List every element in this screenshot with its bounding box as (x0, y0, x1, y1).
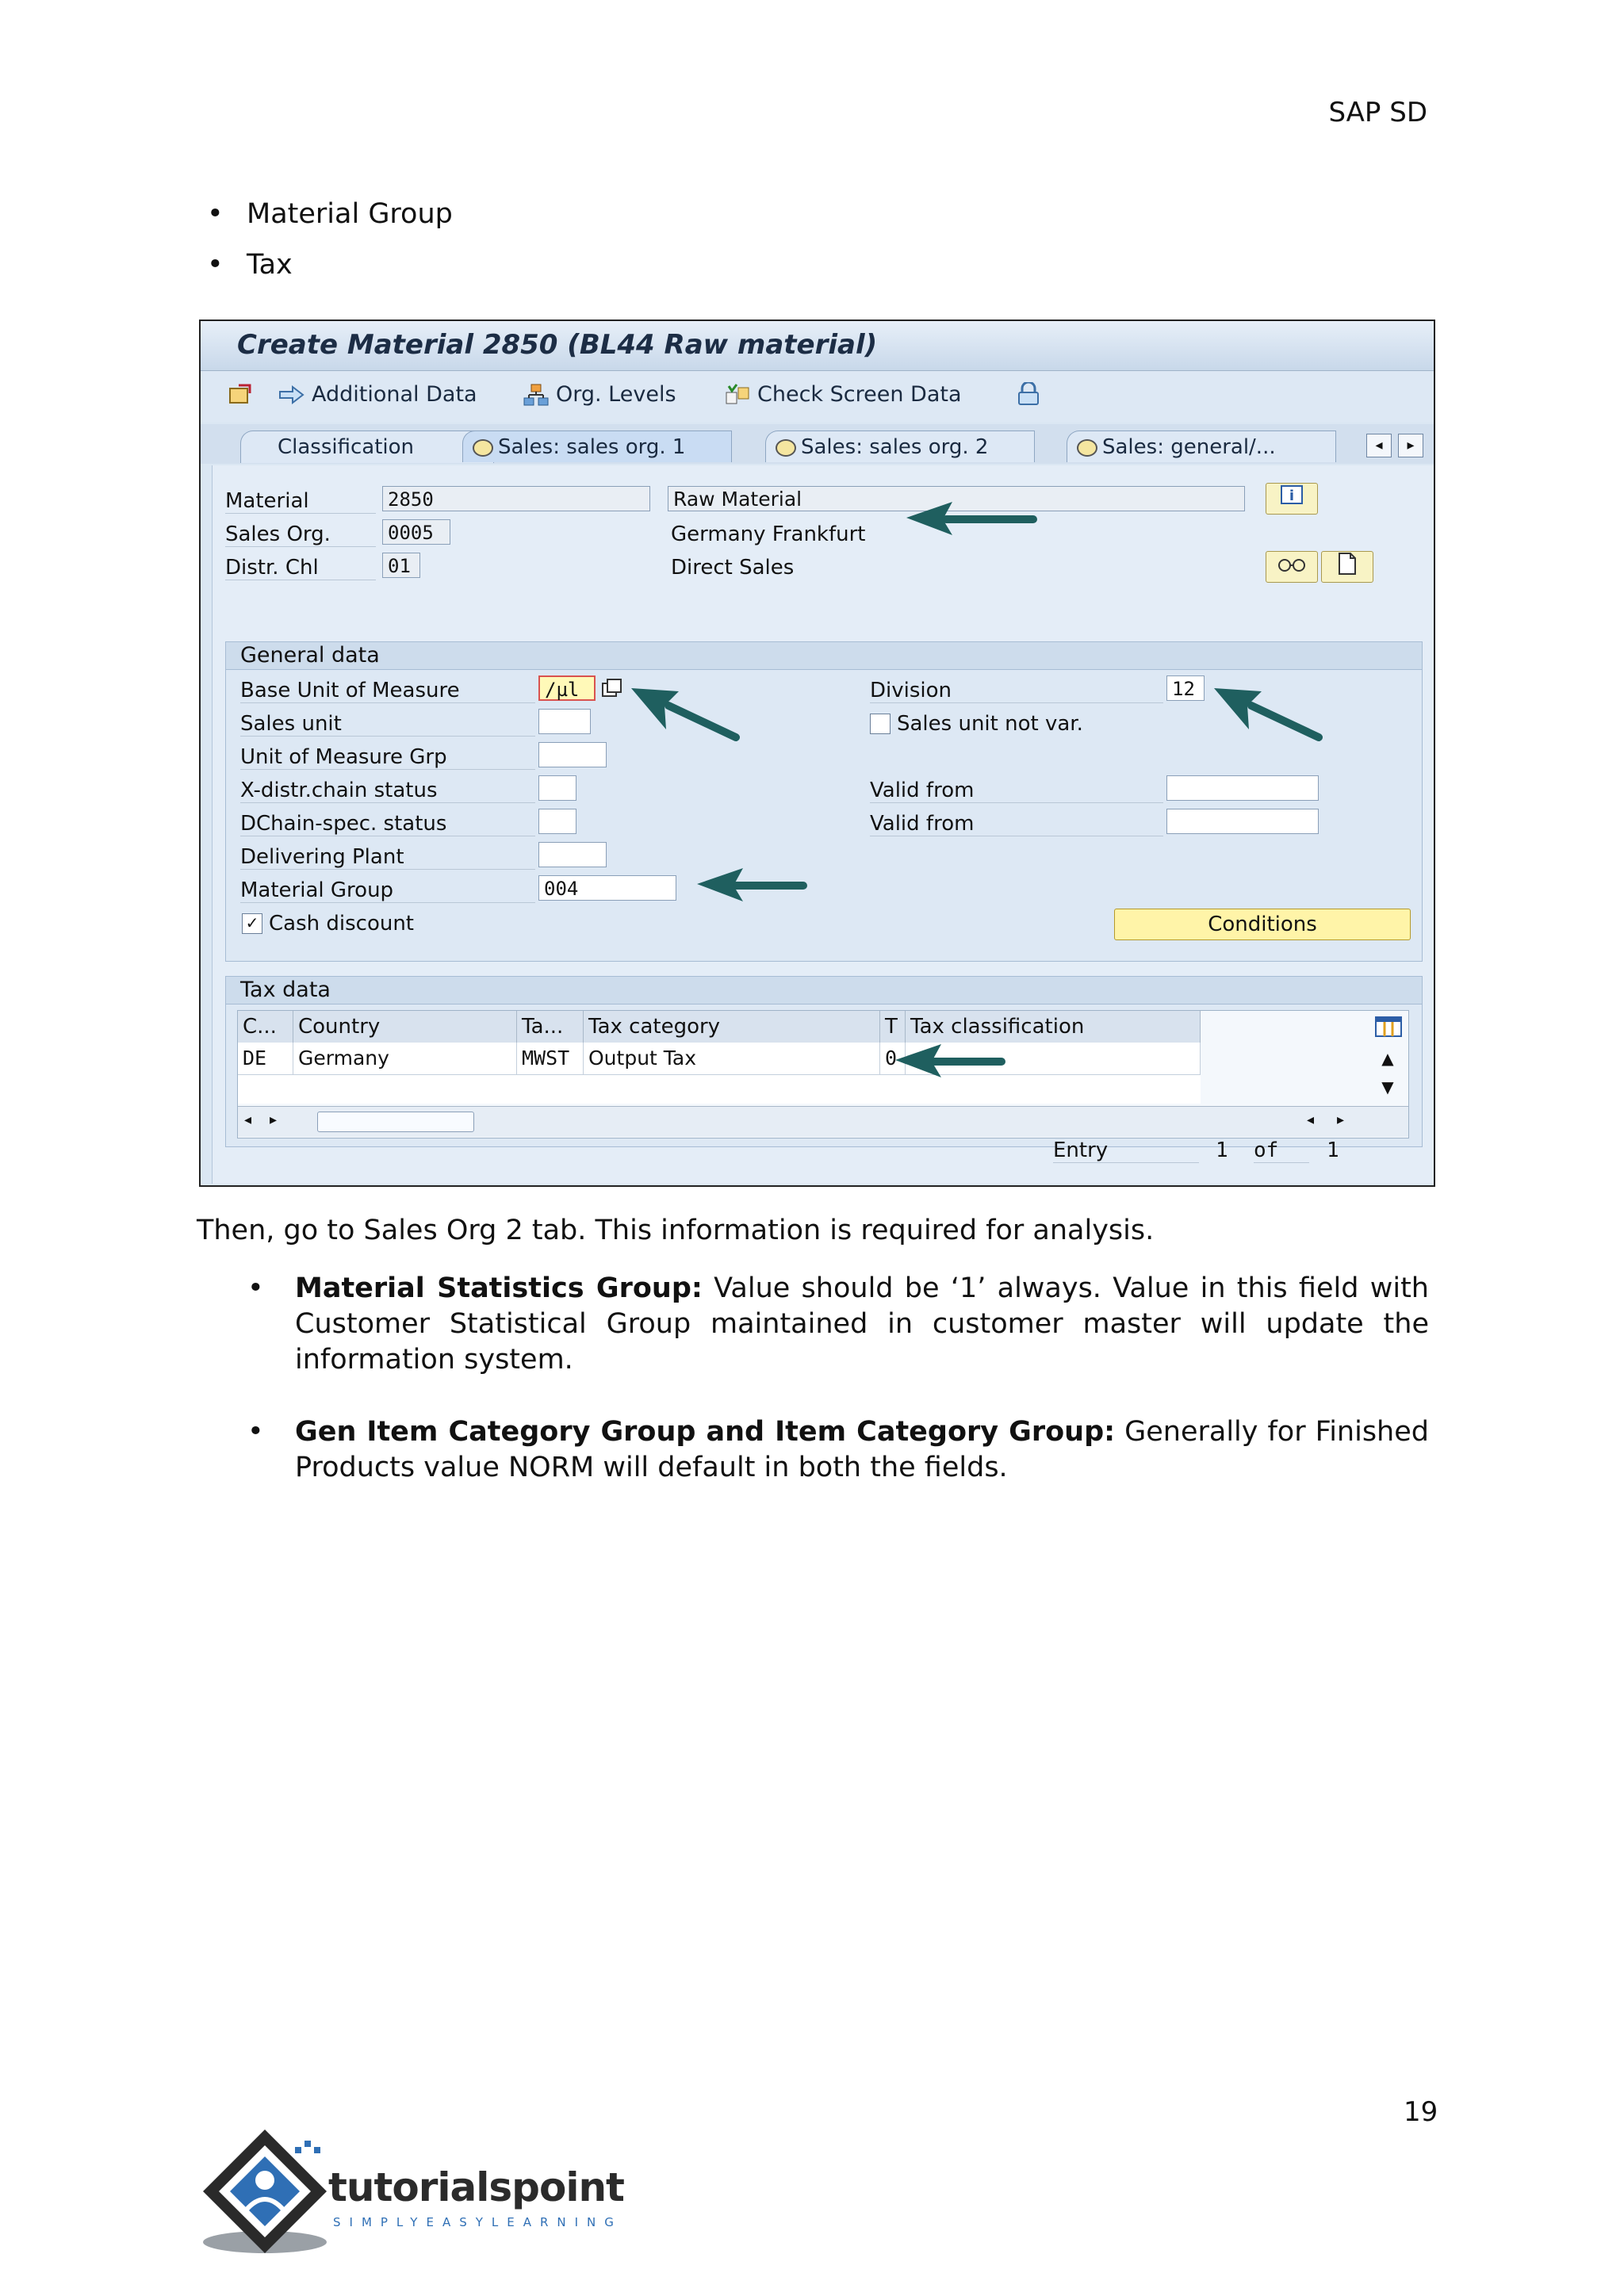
annotation-arrow-icon (891, 1036, 1009, 1084)
tab-label: Sales: general/... (1102, 435, 1276, 459)
sap-title-bar (201, 321, 1434, 371)
bullet-body-text: Generally for Finished Products value NORM will default in both the fields. (295, 1416, 1429, 1483)
sales-unit-label: Sales unit (240, 712, 535, 737)
bullet-material-group: • Material Group (207, 198, 453, 230)
table-cell: Germany (293, 1043, 517, 1074)
column-header[interactable]: Tax category (584, 1011, 880, 1043)
svg-text:i: i (1289, 488, 1295, 504)
valid-from-field[interactable] (1166, 775, 1319, 801)
bullet-bold-text: Gen Item Category Group and Item Category Group: (295, 1416, 1116, 1448)
of-value: 1 (1327, 1138, 1339, 1162)
table-cell: MWST (517, 1043, 584, 1074)
table-cell: Output Tax (584, 1043, 880, 1074)
bullet-tax: • Tax (207, 249, 293, 281)
sales-unit-field[interactable] (538, 709, 591, 734)
material-field: 2850 (382, 486, 650, 511)
possible-entries-icon[interactable] (600, 677, 624, 699)
bullet-text: Material Group (247, 198, 453, 230)
column-header[interactable]: C... (238, 1011, 293, 1043)
base-uom-field[interactable]: /µl (538, 675, 596, 701)
base-uom-label: Base Unit of Measure (240, 679, 535, 703)
entry-value: 1 (1216, 1138, 1228, 1162)
sales-org-label: Sales Org. (225, 522, 376, 547)
distr-chl-label: Distr. Chl (225, 556, 376, 580)
scroll-right-icon[interactable]: ▸ (270, 1112, 278, 1128)
cash-discount-checkbox[interactable]: ✓ (242, 913, 262, 934)
valid-from-label: Valid from (870, 779, 1163, 803)
bullet-material-statistics-group: • Material Statistics Group: Value should be ‘1’ always. Value in this field with Customer Statistical Group maintained in customer master will update the information system. (247, 1272, 1429, 1376)
arrow-right-icon (278, 385, 305, 405)
material-description-field: Raw Material (668, 486, 1245, 511)
horizontal-scrollbar[interactable] (238, 1106, 1408, 1137)
scroll-left-icon-2[interactable]: ◂ (1307, 1112, 1315, 1128)
logo-wordmark: tutorialspoint (328, 2164, 624, 2210)
uom-group-label: Unit of Measure Grp (240, 745, 535, 770)
table-row[interactable] (238, 1043, 1201, 1074)
tax-data-group (225, 976, 1423, 1147)
of-label: of (1254, 1138, 1309, 1163)
table-cell: DE (238, 1043, 293, 1074)
sap-screenshot (199, 320, 1435, 1187)
tutorialspoint-logo (193, 2125, 661, 2260)
edit-document-icon[interactable] (228, 382, 255, 406)
bullet-item-category-group: • Gen Item Category Group and Item Category Group: Generally for Finished Products value NORM will default in both the fields. (247, 1416, 1429, 1483)
xdistr-status-label: X-distr.chain status (240, 779, 535, 803)
tab-scroll-right-icon[interactable]: ▸ (1398, 434, 1423, 457)
new-document-icon[interactable] (1321, 551, 1373, 583)
division-field[interactable]: 12 (1166, 675, 1205, 701)
bullet-bold-text: Material Statistics Group: (295, 1272, 703, 1304)
sales-unit-not-var-label: Sales unit not var. (897, 712, 1083, 736)
table-settings-icon[interactable] (1373, 1014, 1404, 1039)
org-chart-icon (523, 383, 550, 407)
tax-data-title: Tax data (226, 977, 1422, 1004)
conditions-button[interactable]: Conditions (1114, 909, 1411, 940)
uom-group-field[interactable] (538, 742, 607, 767)
form-content (212, 465, 1434, 1184)
column-header[interactable]: Ta... (517, 1011, 584, 1043)
dchain-status-label: DChain-spec. status (240, 812, 535, 836)
cash-discount-label: Cash discount (269, 912, 415, 936)
eye-icon (473, 439, 493, 457)
annotation-arrow-icon (1208, 682, 1335, 753)
scroll-right-icon-2[interactable]: ▸ (1337, 1112, 1345, 1128)
page-number: 19 (1404, 2096, 1438, 2128)
tab-label: Sales: sales org. 2 (801, 435, 989, 459)
bullet-body-text: Value should be ‘1’ always. Value in this field with Customer Statistical Group maintained in customer master will update the information system. (295, 1272, 1429, 1376)
glasses-icon[interactable] (1266, 551, 1318, 583)
column-header[interactable]: T (880, 1011, 906, 1043)
column-header[interactable]: Tax classification (906, 1011, 1201, 1043)
material-label: Material (225, 489, 376, 514)
material-group-label: Material Group (240, 878, 535, 903)
org-levels-button[interactable] (523, 382, 676, 407)
additional-data-button[interactable] (278, 382, 477, 407)
sap-toolbar (201, 371, 1434, 422)
logo-text (328, 2164, 624, 2210)
distr-chl-field: 01 (382, 553, 420, 578)
table-cell: 0 (880, 1043, 906, 1074)
eye-icon (1077, 439, 1097, 457)
tab-label: Classification (278, 435, 415, 459)
tax-table (237, 1010, 1409, 1138)
scroll-down-icon[interactable]: ▼ (1381, 1077, 1394, 1096)
check-screen-data-label: Check Screen Data (757, 382, 962, 407)
valid-from-label-2: Valid from (870, 812, 1163, 836)
bullet-text: Tax (247, 249, 293, 281)
delivering-plant-label: Delivering Plant (240, 845, 535, 870)
tab-label: Sales: sales org. 1 (498, 435, 686, 459)
xdistr-status-field[interactable] (538, 775, 576, 801)
annotation-arrow-icon (692, 860, 811, 908)
tab-sales-general[interactable] (1067, 430, 1336, 462)
tab-sales-org-1[interactable] (462, 430, 732, 462)
tab-scroll-left-icon[interactable]: ◂ (1366, 434, 1392, 457)
column-header[interactable]: Country (293, 1011, 517, 1043)
check-screen-icon (724, 383, 751, 407)
valid-from-field-2[interactable] (1166, 809, 1319, 834)
annotation-arrow-icon (625, 682, 752, 753)
tab-strip (201, 424, 1434, 464)
sales-org-description: Germany Frankfurt (671, 522, 866, 546)
scroll-thumb[interactable] (317, 1112, 474, 1132)
scroll-left-icon[interactable]: ◂ (244, 1112, 252, 1128)
material-group-field[interactable]: 004 (538, 875, 676, 901)
general-data-title: General data (226, 642, 1422, 670)
delivering-plant-field[interactable] (538, 842, 607, 867)
lock-icon[interactable] (1016, 382, 1041, 406)
entry-label: Entry (1053, 1138, 1199, 1163)
additional-data-label: Additional Data (312, 382, 477, 407)
table-row-empty[interactable] (238, 1074, 1201, 1104)
check-screen-data-button[interactable] (724, 382, 962, 407)
eye-icon (776, 439, 796, 457)
tab-sales-org-2[interactable] (765, 430, 1035, 462)
division-label: Division (870, 679, 1163, 703)
info-icon[interactable] (1266, 483, 1318, 515)
sales-unit-not-var-checkbox[interactable] (870, 714, 891, 734)
tab-classification[interactable] (240, 430, 494, 463)
org-levels-label: Org. Levels (556, 382, 676, 407)
scroll-up-icon[interactable]: ▲ (1381, 1049, 1394, 1068)
window-title: Create Material 2850 (BL44 Raw material) (237, 329, 878, 361)
sales-org-field: 0005 (382, 519, 450, 545)
distr-chl-description: Direct Sales (671, 556, 795, 580)
page-header-title: SAP SD (1328, 97, 1427, 128)
dchain-status-field[interactable] (538, 809, 576, 834)
intro-paragraph: Then, go to Sales Org 2 tab. This information is required for analysis. (197, 1215, 1155, 1246)
logo-tagline: SIMPLYEASYLEARNING (333, 2215, 622, 2229)
annotation-arrow-icon (898, 494, 1041, 541)
